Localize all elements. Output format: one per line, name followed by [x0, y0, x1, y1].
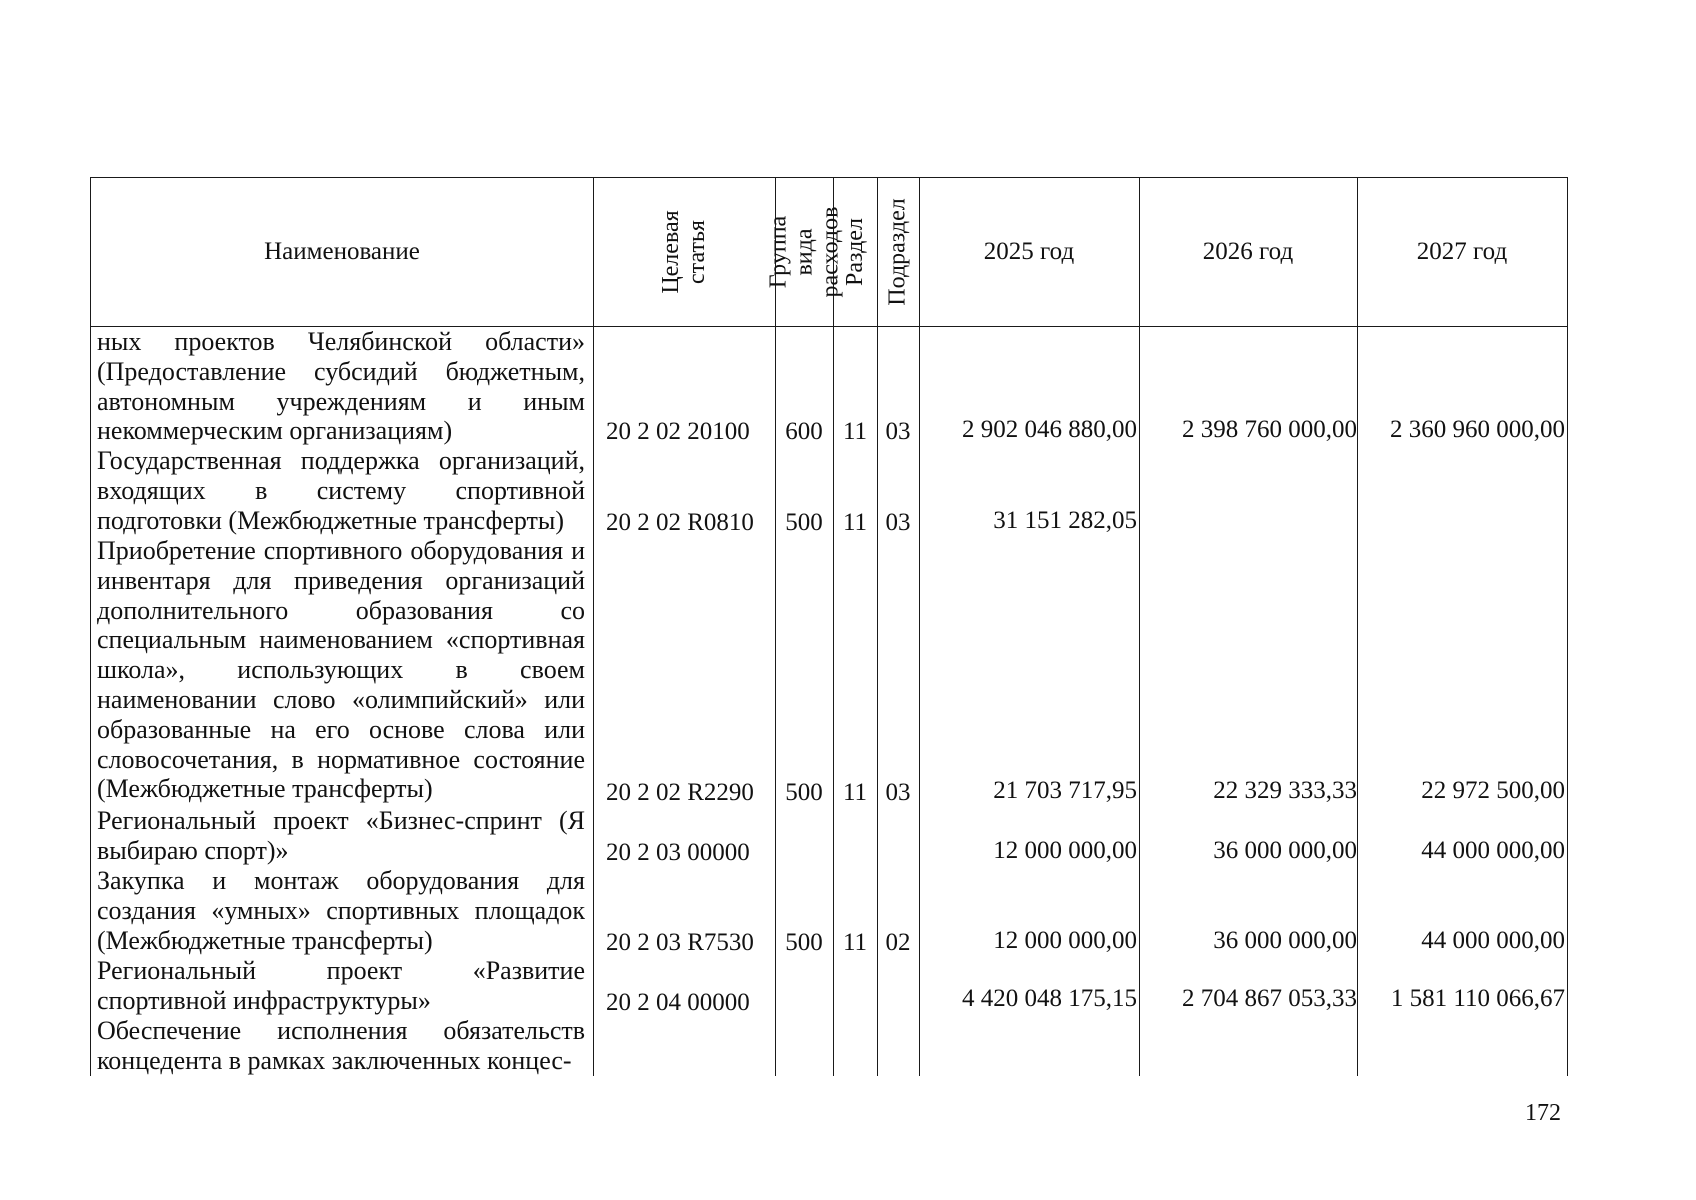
- header-2026: 2026 год: [1202, 238, 1294, 265]
- row-code: 20 2 03 00000: [606, 839, 750, 866]
- row-group: 600: [785, 418, 823, 445]
- row-code: 20 2 04 00000: [606, 989, 750, 1016]
- budget-table: [90, 177, 1568, 1076]
- row-2026: 22 329 333,33: [1213, 777, 1357, 804]
- header-2025: 2025 год: [983, 238, 1075, 265]
- row-razdel: 11: [842, 418, 868, 445]
- header-2027: 2027 год: [1416, 238, 1508, 265]
- row-code: 20 2 02 20100: [606, 418, 750, 445]
- row-2027: 2 360 960 000,00: [1390, 416, 1565, 443]
- row-2027: 1 581 110 066,67: [1390, 985, 1565, 1012]
- row-name: Обеспечение исполнения обязательств концедента в рамках заключенных концес-: [97, 1016, 585, 1075]
- row-2026: 2 398 760 000,00: [1182, 416, 1357, 443]
- row-name: Приобретение спортивного оборудования и инвентаря для приведения организаций дополнительного образования со специальным наименованием «спортивная школа», использующих в своем наименовании слово «олимпийский» или образованные на его основе слова или словосочетания, в нормативное состояние (Межбюджетные трансферты): [97, 536, 585, 804]
- row-code: 20 2 02 R0810: [606, 509, 754, 536]
- row-group: 500: [785, 779, 823, 806]
- row-name: ных проектов Челябинской области» (Предоставление субсидий бюджетным, автономным учреждениям и иным некоммерческим организациям): [97, 327, 585, 446]
- row-podrazdel: 03: [885, 418, 911, 445]
- row-2025: 12 000 000,00: [993, 837, 1137, 864]
- row-2027: 44 000 000,00: [1421, 837, 1565, 864]
- row-2025: 21 703 717,95: [993, 777, 1137, 804]
- row-name: Региональный проект «Бизнес-спринт (Я выбираю спорт)»: [97, 806, 585, 865]
- page-number: 172: [1525, 1100, 1561, 1126]
- row-code: 20 2 03 R7530: [606, 929, 754, 956]
- row-podrazdel: 03: [885, 779, 911, 806]
- row-2025: 2 902 046 880,00: [962, 416, 1137, 443]
- row-name: Закупка и монтаж оборудования для создания «умных» спортивных площадок (Межбюджетные трансферты): [97, 866, 585, 955]
- header-code: Целевая статья: [658, 210, 710, 294]
- row-2027: 22 972 500,00: [1421, 777, 1565, 804]
- row-2026: 2 704 867 053,33: [1182, 985, 1357, 1012]
- row-razdel: 11: [842, 779, 868, 806]
- row-razdel: 11: [842, 929, 868, 956]
- row-razdel: 11: [842, 509, 868, 536]
- header-podrazdel: Подраздел: [885, 198, 912, 306]
- row-2026: 36 000 000,00: [1213, 927, 1357, 954]
- row-2026: 36 000 000,00: [1213, 837, 1357, 864]
- row-2025: 4 420 048 175,15: [962, 985, 1137, 1012]
- header-razdel: Раздел: [842, 218, 869, 286]
- row-podrazdel: 03: [885, 509, 911, 536]
- header-group: Группа вида расходов: [765, 206, 844, 298]
- row-2027: 44 000 000,00: [1421, 927, 1565, 954]
- header-name: Наименование: [264, 238, 420, 265]
- row-group: 500: [785, 509, 823, 536]
- row-2025: 12 000 000,00: [993, 927, 1137, 954]
- row-name: Региональный проект «Развитие спортивной инфраструктуры»: [97, 956, 585, 1015]
- row-2025: 31 151 282,05: [993, 507, 1137, 534]
- row-code: 20 2 02 R2290: [606, 779, 754, 806]
- row-group: 500: [785, 929, 823, 956]
- row-name: Государственная поддержка организаций, входящих в систему спортивной подготовки (Межбюджетные трансферты): [97, 446, 585, 535]
- row-podrazdel: 02: [885, 929, 911, 956]
